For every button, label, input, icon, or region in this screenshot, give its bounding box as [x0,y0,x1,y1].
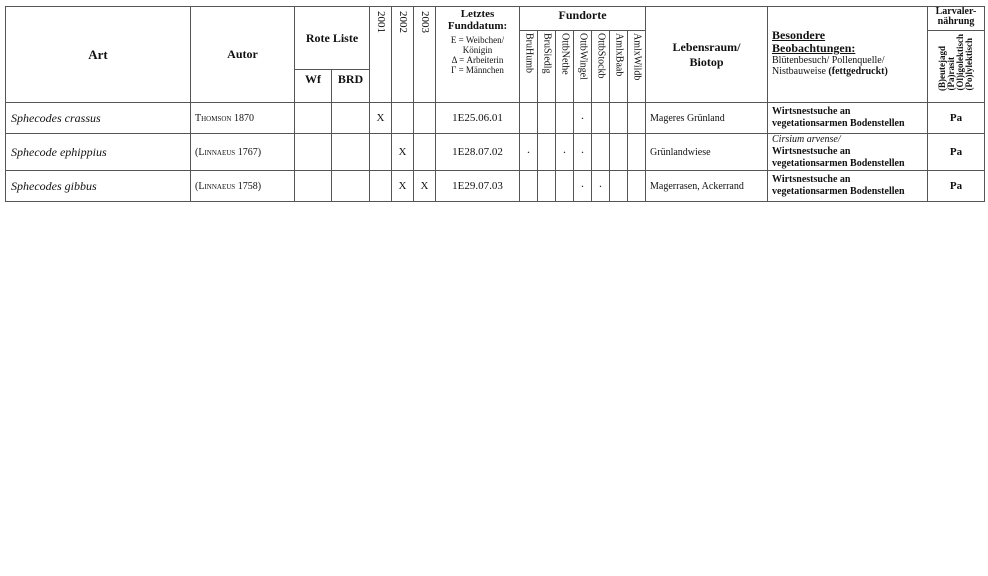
cell-fundort-bruhumb [520,103,538,134]
header-fundort-brusiedlg: BruSiedlg [538,31,556,103]
header-fundort-ottbnethe: OttbNethe [556,31,574,103]
cell-fundort-brusiedlg [538,103,556,134]
cell-larvalernaehrung: Pa [928,134,985,171]
cell-year-2002: X [392,134,414,171]
cell-brd [332,134,370,171]
header-autor: Autor [191,7,295,103]
header-fundort-ottbstockb: OttbStockb [592,31,610,103]
table-row [6,171,985,202]
header-fundorte: Fundorte [520,7,646,31]
species-name: Sphecodes gibbus [6,171,191,202]
cell-fundort-amlxwildb [628,134,646,171]
cell-brd [332,103,370,134]
header-fundort-amlxbaab: AmlxBaab [610,31,628,103]
cell-fundort-amlxwildb [628,103,646,134]
cell-lebensraum: Mageres Grünland [646,103,768,134]
species-author: Thomson 1870 [191,103,295,134]
species-name: Sphecodes crassus [6,103,191,134]
cell-beobachtungen: Wirtsnestsuche an vegetationsarmen Bodenstellen [768,171,928,202]
header-brd: BRD [332,70,370,103]
cell-wf [295,134,332,171]
cell-fundort-ottbwingel: · [574,171,592,202]
cell-year-2003: X [414,171,436,202]
cell-fundort-ottbwingel: · [574,134,592,171]
cell-fundort-ottbnethe: · [556,134,574,171]
cell-fundort-bruhumb: · [520,134,538,171]
header-wf: Wf [295,70,332,103]
cell-fundort-brusiedlg [538,134,556,171]
header-year-2002: 2002 [392,7,414,103]
cell-year-2001 [370,134,392,171]
header-art: Art [6,7,191,103]
cell-year-2002: X [392,171,414,202]
header-letztes-funddatum: Letztes Funddatum: E = Weibchen/ Königin Δ = Arbeiterin Γ = Männchen [436,7,520,103]
species-name: Sphecode ephippius [6,134,191,171]
cell-fundort-ottbstockb [592,103,610,134]
cell-larvalernaehrung: Pa [928,171,985,202]
header-lebensraum: Lebensraum/ Biotop [646,7,768,103]
header-larvalernaehrung: Larvaler- nährung [928,7,985,31]
header-fundort-ottbwingel: OttbWingel [574,31,592,103]
header-year-2003: 2003 [414,7,436,103]
cell-fundort-ottbstockb [592,134,610,171]
header-fundort-amlxwildb: AmlxWildb [628,31,646,103]
cell-fundort-brusiedlg [538,171,556,202]
cell-beobachtungen: Wirtsnestsuche an vegetationsarmen Bodenstellen [768,103,928,134]
cell-brd [332,171,370,202]
species-author: (Linnaeus 1758) [191,171,295,202]
cell-fundort-bruhumb [520,171,538,202]
cell-funddatum: 1E28.07.02 [436,134,520,171]
header-besondere-beobachtungen: Besondere Beobachtungen: Blütenbesuch/ Pollenquelle/ Nistbauweise (fettgedruckt) [768,7,928,103]
header-rote-liste: Rote Liste [295,7,370,70]
species-author: (Linnaeus 1767) [191,134,295,171]
cell-fundort-amlxbaab [610,171,628,202]
cell-year-2002 [392,103,414,134]
cell-fundort-amlxbaab [610,134,628,171]
cell-fundort-ottbstockb: · [592,171,610,202]
table-row [6,103,985,134]
header-fundort-bruhumb: BruHumb [520,31,538,103]
cell-lebensraum: Magerrasen, Ackerrand [646,171,768,202]
header-year-2001: 2001 [370,7,392,103]
cell-fundort-ottbnethe [556,103,574,134]
table-row [6,134,985,171]
header-larval-legend: (B)eutejagd(Pa)rasit(Ol)igolektisch(Po)lylektisch [928,31,985,103]
cell-larvalernaehrung: Pa [928,103,985,134]
cell-fundort-amlxwildb [628,171,646,202]
cell-fundort-amlxbaab [610,103,628,134]
cell-year-2001: X [370,103,392,134]
cell-funddatum: 1E25.06.01 [436,103,520,134]
cell-fundort-ottbwingel: · [574,103,592,134]
cell-wf [295,103,332,134]
cell-year-2003 [414,134,436,171]
cell-year-2003 [414,103,436,134]
cell-wf [295,171,332,202]
cell-year-2001 [370,171,392,202]
cell-lebensraum: Grünlandwiese [646,134,768,171]
species-table [5,6,985,202]
cell-fundort-ottbnethe [556,171,574,202]
cell-beobachtungen: Cirsium arvense/ Wirtsnestsuche an vegetationsarmen Bodenstellen [768,134,928,171]
cell-funddatum: 1E29.07.03 [436,171,520,202]
